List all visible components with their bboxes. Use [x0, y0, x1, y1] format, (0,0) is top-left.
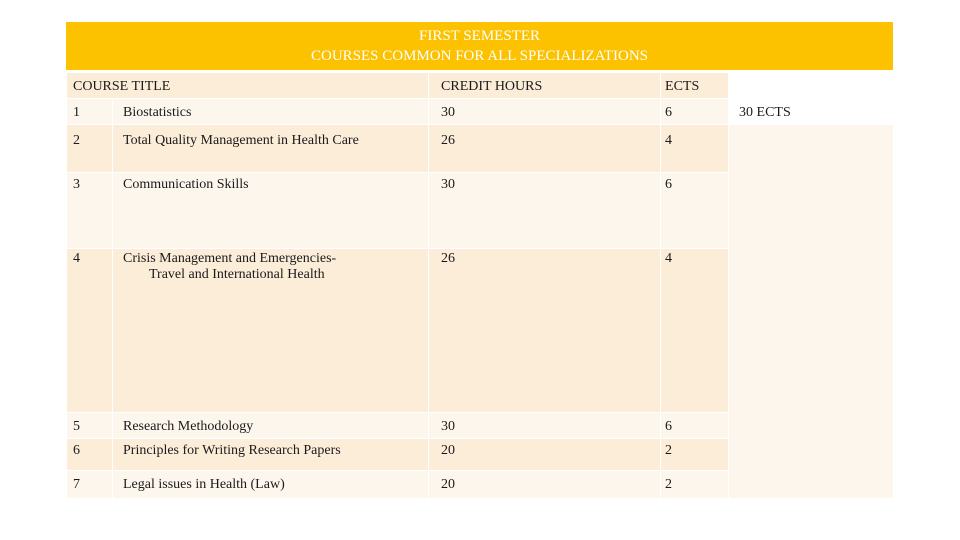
semester-header [66, 22, 893, 70]
credit-hours: 30 [429, 173, 661, 249]
row-number: 1 [67, 99, 113, 125]
credit-hours: 26 [429, 125, 661, 173]
course-title-continuation: Travel and International Health [149, 267, 325, 282]
credit-hours: 30 [429, 413, 661, 439]
row-number: 4 [67, 249, 113, 413]
ects-value: 2 [661, 439, 729, 471]
total-column-fill [729, 125, 894, 499]
course-title: Research Methodology [113, 413, 429, 439]
course-title: Crisis Management and Emergencies- [123, 251, 337, 266]
table-row [67, 125, 894, 173]
total-ects: 30 ECTS [729, 99, 894, 125]
col-header-course-title: COURSE TITLE [67, 73, 429, 99]
course-title: Biostatistics [113, 99, 429, 125]
credit-hours: 20 [429, 439, 661, 471]
ects-value: 6 [661, 173, 729, 249]
row-number: 5 [67, 413, 113, 439]
header-line-2: COURSES COMMON FOR ALL SPECIALIZATIONS [311, 48, 648, 64]
row-number: 2 [67, 125, 113, 173]
course-title-cell [113, 249, 429, 413]
ects-value: 6 [661, 413, 729, 439]
col-header-ects: ECTS [661, 73, 729, 99]
header-line-1: FIRST SEMESTER [418, 28, 540, 44]
ects-value: 2 [661, 471, 729, 499]
course-title: Total Quality Management in Health Care [113, 125, 429, 173]
course-title: Communication Skills [113, 173, 429, 249]
credit-hours: 30 [429, 99, 661, 125]
row-number: 7 [67, 471, 113, 499]
course-title: Principles for Writing Research Papers [113, 439, 429, 471]
courses-table [66, 72, 894, 499]
ects-value: 4 [661, 249, 729, 413]
credit-hours: 20 [429, 471, 661, 499]
row-number: 6 [67, 439, 113, 471]
empty-header-cell [729, 73, 894, 99]
col-header-credit-hours: CREDIT HOURS [429, 73, 661, 99]
table-header-row [67, 73, 894, 99]
ects-value: 4 [661, 125, 729, 173]
table-row [67, 99, 894, 125]
course-title: Legal issues in Health (Law) [113, 471, 429, 499]
ects-value: 6 [661, 99, 729, 125]
credit-hours: 26 [429, 249, 661, 413]
row-number: 3 [67, 173, 113, 249]
